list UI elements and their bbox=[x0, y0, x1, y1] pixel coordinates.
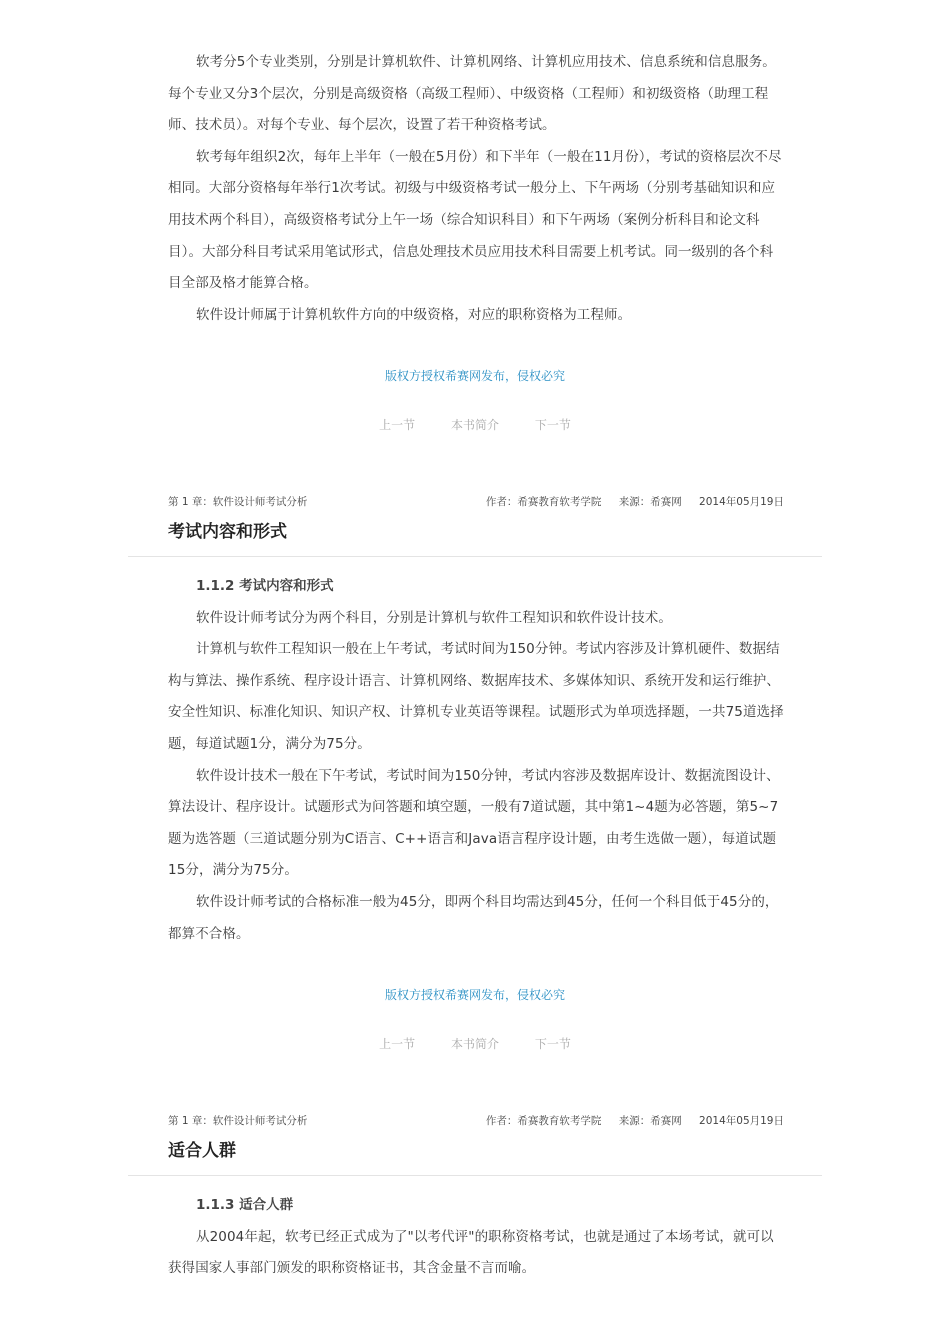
next-section-link[interactable]: 下一节 bbox=[534, 418, 571, 432]
source: 来源：希赛网 bbox=[618, 496, 682, 508]
date: 2014年05月19日 bbox=[699, 1115, 784, 1127]
section2-body bbox=[168, 571, 784, 950]
section-nav bbox=[0, 416, 950, 433]
paragraph: 从2004年起，软考已经正式成为了"以考代评"的职称资格考试，也就是通过了本场考试，就可以获得国家人事部门颁发的职称资格证书，其含金量不言而喻。 bbox=[168, 1228, 774, 1277]
paragraph: 软件设计师考试分为两个科目，分别是计算机与软件工程知识和软件设计技术。 bbox=[196, 609, 672, 626]
paragraph: 计算机与软件工程知识一般在上午考试，考试时间为150分钟。考试内容涉及计算机硬件、数据结构与算法、操作系统、程序设计语言、计算机网络、数据库技术、多媒体知识、系统开发和运行维护、安全性知识、标准化知识、知识产权、计算机专业英语等课程。试题形式为单项选择题，一共75道选择题，每道试题1分，满分为75分。 bbox=[168, 641, 784, 752]
meta-info bbox=[472, 494, 784, 509]
divider bbox=[128, 556, 822, 557]
copyright-notice[interactable]: 版权方授权希赛网发布，侵权必究 bbox=[384, 988, 565, 1002]
page-title: 适合人群 bbox=[168, 1141, 236, 1161]
chapter-label: 第 1 章：软件设计师考试分析 bbox=[168, 1115, 308, 1127]
book-intro-link[interactable]: 本书简介 bbox=[450, 418, 499, 432]
divider bbox=[128, 1175, 822, 1176]
prev-section-link[interactable]: 上一节 bbox=[379, 418, 416, 432]
next-section-link[interactable]: 下一节 bbox=[534, 1037, 571, 1051]
section-prev-body bbox=[168, 47, 784, 331]
paragraph: 软考每年组织2次，每年上半年（一般在5月份）和下半年（一般在11月份），考试的资格层次不尽相同。大部分资格每年举行1次考试。初级与中级资格考试一般分上、下午两场（分别考基础知识和应用技术两个科目），高级资格考试分上午一场（综合知识科目）和下午两场（案例分析科目和论文科目）。大部分科目考试采用笔试形式，信息处理技术员应用技术科目需要上机考试。同一级别的各个科目全部及格才能算合格。 bbox=[168, 148, 782, 292]
book-intro-link[interactable]: 本书简介 bbox=[450, 1037, 499, 1051]
author: 作者：希赛教育软考学院 bbox=[485, 1115, 602, 1127]
author: 作者：希赛教育软考学院 bbox=[485, 496, 602, 508]
section-subheading: 1.1.3 适合人群 bbox=[196, 1197, 294, 1213]
source: 来源：希赛网 bbox=[618, 1115, 682, 1127]
meta-info bbox=[472, 1113, 784, 1128]
section-subheading: 1.1.2 考试内容和形式 bbox=[196, 578, 334, 594]
paragraph: 软件设计师属于计算机软件方向的中级资格，对应的职称资格为工程师。 bbox=[196, 306, 632, 323]
paragraph: 软考分5个专业类别，分别是计算机软件、计算机网络、计算机应用技术、信息系统和信息服务。每个专业又分3个层次，分别是高级资格（高级工程师）、中级资格（工程师）和初级资格（助理工程师、技术员）。对每个专业、每个层次，设置了若干种资格考试。 bbox=[168, 54, 776, 134]
page-title: 考试内容和形式 bbox=[168, 522, 287, 542]
paragraph: 软件设计技术一般在下午考试，考试时间为150分钟，考试内容涉及数据库设计、数据流图设计、算法设计、程序设计。试题形式为问答题和填空题，一般有7道试题，其中第1~4题为必答题，第5~7题为选答题（三道试题分别为C语言、C++语言和Java语言程序设计题，由考生选做一题），每道试题15分，满分为75分。 bbox=[168, 767, 780, 879]
date: 2014年05月19日 bbox=[699, 496, 784, 508]
paragraph: 软件设计师考试的合格标准一般为45分，即两个科目均需达到45分，任何一个科目低于45分的，都算不合格。 bbox=[168, 893, 779, 942]
copyright-notice[interactable]: 版权方授权希赛网发布，侵权必究 bbox=[384, 369, 565, 383]
section3-body bbox=[168, 1190, 784, 1285]
chapter-label: 第 1 章：软件设计师考试分析 bbox=[168, 496, 308, 508]
section-nav bbox=[0, 1035, 950, 1052]
prev-section-link[interactable]: 上一节 bbox=[379, 1037, 416, 1051]
